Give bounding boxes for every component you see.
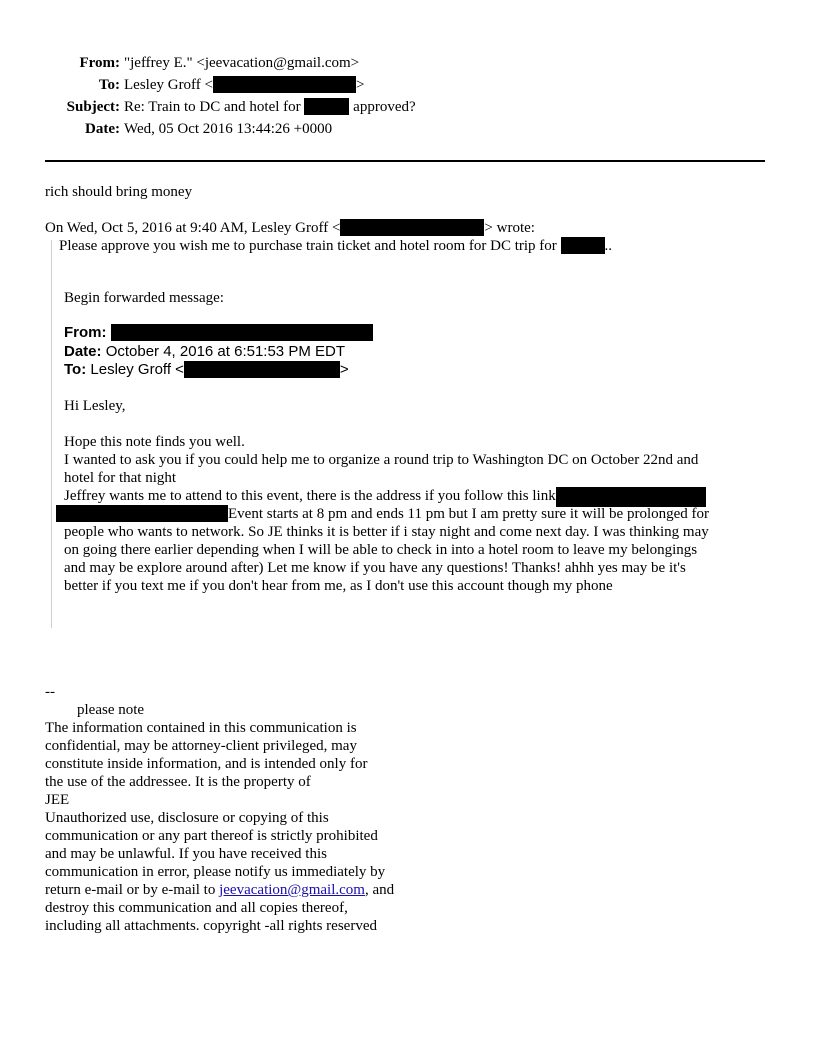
subject-post: approved? [353, 99, 416, 115]
redaction-block [304, 98, 349, 115]
to-close: > [356, 77, 365, 93]
fwd-from-label: From: [64, 324, 107, 341]
signature-line-text: , and [364, 882, 395, 898]
redaction-block [340, 219, 484, 236]
signature-line: destroy this communication and all copies thereof, [45, 900, 348, 916]
fwd-to-line [64, 361, 349, 379]
body-line: and may be explore around after) Let me know if you have any questions! Thanks! ahhh yes may be it's [64, 560, 686, 576]
body-line: I wanted to ask you if you could help me to organize a round trip to Washington DC on October 22nd and [64, 452, 699, 468]
body-line: Hope this note finds you well. [64, 434, 245, 450]
signature-line: the use of the addressee. It is the property of [45, 774, 311, 790]
header-divider [45, 160, 765, 162]
to-value [124, 76, 364, 94]
fwd-date-value: October 4, 2016 at 6:51:53 PM EDT [105, 343, 345, 360]
subject-value [124, 98, 416, 116]
body-line [64, 487, 706, 507]
fwd-to-label: To: [64, 361, 87, 378]
body-line [56, 505, 709, 523]
fwd-to-name: Lesley Groff < [90, 361, 184, 378]
redaction-block [56, 505, 228, 522]
attribution-pre: On Wed, Oct 5, 2016 at 9:40 AM, Lesley Groff < [45, 220, 341, 236]
greeting: Hi Lesley, [64, 398, 126, 414]
begin-forwarded: Begin forwarded message: [64, 290, 224, 306]
signature-line: The information contained in this communication is [45, 720, 357, 736]
signature-line [45, 881, 394, 899]
signature-line: confidential, may be attorney-client privileged, may [45, 738, 357, 754]
redaction-block [561, 237, 605, 254]
email-link[interactable]: jeevacation@gmail.com [219, 882, 365, 898]
date-value: Wed, 05 Oct 2016 13:44:26 +0000 [124, 121, 333, 137]
body-line-text: Jeffrey wants me to attend to this event, there is the address if you follow this link [64, 488, 556, 504]
body-line-text: Event starts at 8 pm and ends 11 pm but I am pretty sure it will be prolonged for [228, 506, 710, 522]
to-label: To: [98, 77, 120, 93]
redaction-block [556, 487, 706, 507]
attribution-post: > wrote: [484, 220, 535, 236]
subject-pre: Re: Train to DC and hotel for [124, 99, 301, 115]
fwd-from-line [64, 324, 373, 342]
reply-text: rich should bring money [45, 184, 193, 200]
body-line: people who wants to network. So JE thinks it is better if i stay night and come next day. I was thinking may [64, 524, 709, 540]
fwd-date-line [64, 343, 345, 361]
please-note: please note [77, 702, 145, 718]
quoted-line-1 [59, 237, 612, 255]
reply-attribution [45, 219, 535, 237]
signature-line: communication in error, please notify us immediately by [45, 864, 386, 880]
signature-line: constitute inside information, and is intended only for [45, 756, 368, 772]
body-line: hotel for that night [64, 470, 177, 486]
to-name: Lesley Groff < [124, 77, 213, 93]
date-label: Date: [85, 121, 120, 137]
redaction-block [213, 76, 356, 93]
quoted-line-1-post: .. [604, 238, 613, 254]
signature-line-text: return e-mail or by e-mail to [45, 882, 220, 898]
signature-line: JEE [45, 792, 70, 808]
from-value: "jeffrey E." <jeevacation@gmail.com> [124, 55, 360, 71]
signature-disclaimer [45, 719, 394, 935]
signature-line: including all attachments. copyright -all rights reserved [45, 918, 377, 934]
redaction-block [111, 324, 373, 341]
subject-label: Subject: [66, 99, 120, 115]
quote-bar [51, 240, 52, 628]
body-line: on going there earlier depending when I will be able to check in into a hotel room to leave my belongings [64, 542, 698, 558]
body-line: better if you text me if you don't hear from me, as I don't use this account though my phone [64, 578, 613, 594]
signature-dashes: -- [45, 684, 55, 700]
from-label: From: [79, 55, 120, 71]
signature-line: communication or any part thereof is strictly prohibited [45, 828, 378, 844]
signature-line: Unauthorized use, disclosure or copying of this [45, 810, 329, 826]
quoted-line-1-pre: Please approve you wish me to purchase train ticket and hotel room for DC trip for [59, 238, 557, 254]
signature-line: and may be unlawful. If you have received this [45, 846, 327, 862]
fwd-date-label: Date: [64, 343, 102, 360]
fwd-to-close: > [339, 361, 349, 378]
redaction-block [184, 361, 340, 378]
